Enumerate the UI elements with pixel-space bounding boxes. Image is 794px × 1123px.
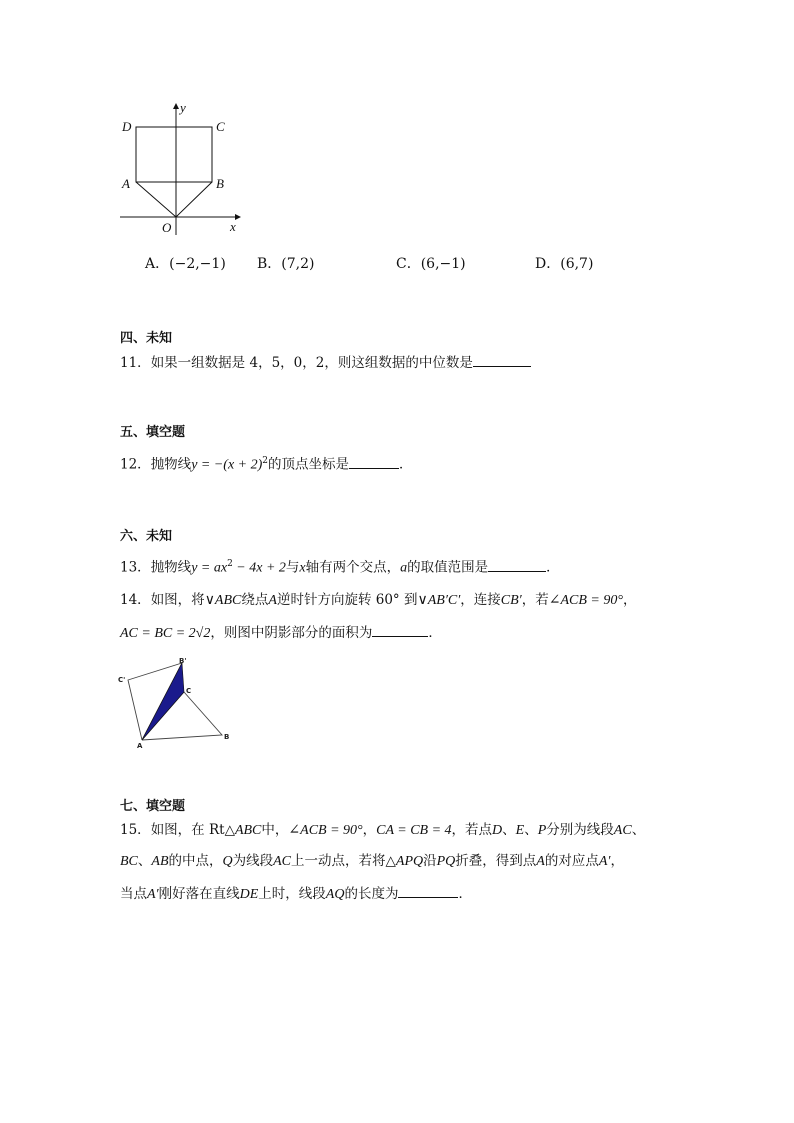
question-15-line1 bbox=[120, 821, 645, 840]
label-b: B bbox=[224, 733, 230, 741]
triangle-abo bbox=[136, 182, 212, 217]
question-number: 12． bbox=[120, 456, 151, 473]
question-text: ，连接 bbox=[460, 592, 501, 608]
question-number: 15． bbox=[120, 822, 151, 838]
question-14-line2 bbox=[120, 624, 442, 643]
section-heading-5: 五、填空题 bbox=[120, 425, 186, 440]
question-number: 13． bbox=[120, 559, 151, 576]
answer-blank[interactable] bbox=[473, 354, 531, 367]
label-c: C bbox=[216, 119, 225, 134]
question-end: ． bbox=[399, 456, 413, 473]
option-value: (−2,−1) bbox=[169, 256, 226, 272]
question-number: 11． bbox=[120, 355, 151, 371]
label-o: O bbox=[162, 220, 172, 235]
question-text: 沿 bbox=[423, 853, 437, 869]
math-expression: ABC bbox=[234, 823, 262, 838]
question-text: ， bbox=[610, 853, 624, 869]
label-a: A bbox=[122, 176, 130, 191]
math-expression: ∨AB′C′ bbox=[417, 593, 461, 608]
question-text: 的对应点 bbox=[544, 853, 599, 869]
question-text: ，则图中阴影部分的面积为 bbox=[210, 625, 373, 641]
question-end: ． bbox=[546, 559, 560, 576]
question-14-line1 bbox=[120, 591, 636, 610]
label-x: x bbox=[230, 219, 236, 234]
math-expression: AC bbox=[273, 854, 292, 869]
question-text: 如图，将 bbox=[150, 592, 205, 608]
math-expression: APQ bbox=[395, 854, 424, 869]
label-y: y bbox=[180, 100, 186, 115]
question-text: 、 bbox=[502, 822, 516, 838]
exponent: 2 bbox=[262, 456, 269, 466]
math-expression: ∠ACB = 90° bbox=[288, 823, 363, 838]
question-text: 与 bbox=[285, 559, 300, 576]
option-letter: A． bbox=[145, 256, 170, 272]
math-variable: A bbox=[268, 593, 277, 608]
math-variable: P bbox=[537, 823, 547, 838]
label-b-prime: B' bbox=[179, 657, 187, 665]
option-letter: D． bbox=[535, 256, 561, 272]
question-15-line3 bbox=[120, 885, 472, 904]
answer-blank[interactable] bbox=[398, 885, 458, 898]
math-variable: x bbox=[299, 560, 306, 576]
question-text: 当点 bbox=[120, 886, 147, 902]
section-heading-6: 六、未知 bbox=[120, 529, 173, 544]
question-text: 上一动点，若将△ bbox=[291, 853, 396, 869]
section-heading-7: 七、填空题 bbox=[120, 799, 186, 814]
option-b[interactable] bbox=[257, 253, 315, 273]
question-text: 抛物线 bbox=[150, 456, 192, 473]
label-a: A bbox=[137, 742, 143, 750]
square-abcd bbox=[136, 127, 212, 182]
answer-options bbox=[0, 253, 794, 275]
question-text: 刚好落在直线 bbox=[158, 886, 240, 902]
math-variable: Q bbox=[222, 854, 233, 869]
rotation-figure bbox=[112, 655, 242, 750]
question-text: 、 bbox=[631, 822, 646, 838]
question-text: ， bbox=[622, 592, 637, 608]
math-expression: CA = CB = 4 bbox=[376, 823, 452, 838]
math-variable: E bbox=[515, 823, 525, 838]
question-text: 逆时针方向旋转 60° 到 bbox=[276, 592, 418, 608]
label-c-prime: C' bbox=[118, 676, 126, 684]
math-variable: A′ bbox=[598, 854, 611, 869]
question-text: ， bbox=[362, 822, 377, 838]
option-value: (7,2) bbox=[281, 256, 315, 272]
question-text: 上时，线段 bbox=[258, 886, 326, 902]
question-text: 抛物线 bbox=[150, 559, 192, 576]
option-d[interactable] bbox=[535, 253, 593, 273]
math-expression: AC = BC = 2√2 bbox=[120, 626, 211, 641]
question-text: 分别为线段 bbox=[546, 822, 614, 838]
math-expression: y = −(x + 2) bbox=[191, 457, 263, 473]
option-a[interactable] bbox=[145, 253, 226, 273]
option-letter: C． bbox=[396, 256, 421, 272]
label-c: C bbox=[186, 687, 192, 695]
answer-blank[interactable] bbox=[349, 456, 399, 469]
option-value: (6,7) bbox=[560, 256, 594, 272]
option-value: (6,−1) bbox=[420, 256, 466, 272]
math-expression: AC bbox=[613, 823, 632, 838]
math-expression: ∨ABC bbox=[204, 593, 242, 608]
question-text: 中， bbox=[261, 822, 289, 838]
question-text: 的中点， bbox=[168, 853, 223, 869]
question-number: 14． bbox=[120, 592, 151, 608]
math-expression: DE bbox=[239, 887, 259, 902]
question-text: 如果一组数据是 4，5，0，2，则这组数据的中位数是 bbox=[150, 355, 473, 371]
math-expression: ∠ACB = 90° bbox=[548, 593, 623, 608]
math-expression: y = ax bbox=[191, 560, 228, 576]
question-13 bbox=[120, 555, 560, 578]
question-text: ，若 bbox=[521, 592, 549, 608]
question-text: 、 bbox=[524, 822, 538, 838]
label-b: B bbox=[216, 176, 224, 191]
math-expression: − 4x + 2 bbox=[232, 560, 286, 576]
math-expression: PQ bbox=[436, 854, 456, 869]
question-end: ． bbox=[458, 886, 472, 902]
question-12 bbox=[120, 452, 413, 475]
question-text: 、 bbox=[137, 853, 152, 869]
x-axis-arrow bbox=[235, 214, 241, 220]
math-variable: A′ bbox=[147, 887, 159, 902]
question-text: 的长度为 bbox=[344, 886, 399, 902]
exponent: 2 bbox=[227, 559, 233, 569]
question-text: 轴有两个交点， bbox=[305, 559, 401, 576]
question-15-line2 bbox=[120, 852, 624, 871]
math-expression: BC bbox=[120, 854, 138, 869]
question-text: ，若点 bbox=[451, 822, 493, 838]
answer-blank[interactable] bbox=[488, 559, 546, 572]
question-text: 如图，在 Rt△ bbox=[150, 822, 235, 838]
question-end: ． bbox=[428, 625, 442, 641]
section-heading-4: 四、未知 bbox=[120, 331, 173, 346]
label-d: D bbox=[122, 119, 132, 134]
question-text: 折叠，得到点 bbox=[455, 853, 537, 869]
math-variable: D bbox=[492, 823, 503, 838]
option-letter: B． bbox=[257, 256, 282, 272]
math-expression: CB′ bbox=[500, 593, 522, 608]
math-variable: a bbox=[400, 560, 408, 576]
math-variable: A bbox=[536, 854, 545, 869]
question-text: 绕点 bbox=[241, 592, 269, 608]
math-expression: AB bbox=[151, 854, 169, 869]
shaded-region bbox=[142, 663, 184, 740]
y-axis-arrow bbox=[173, 103, 179, 109]
answer-blank[interactable] bbox=[372, 624, 428, 637]
question-text: 的顶点坐标是 bbox=[268, 456, 350, 473]
question-11 bbox=[120, 354, 531, 372]
question-text: 为线段 bbox=[232, 853, 274, 869]
option-c[interactable] bbox=[396, 253, 466, 273]
question-text: 的取值范围是 bbox=[407, 559, 489, 576]
coordinate-figure bbox=[110, 100, 250, 240]
math-expression: AQ bbox=[325, 887, 345, 902]
